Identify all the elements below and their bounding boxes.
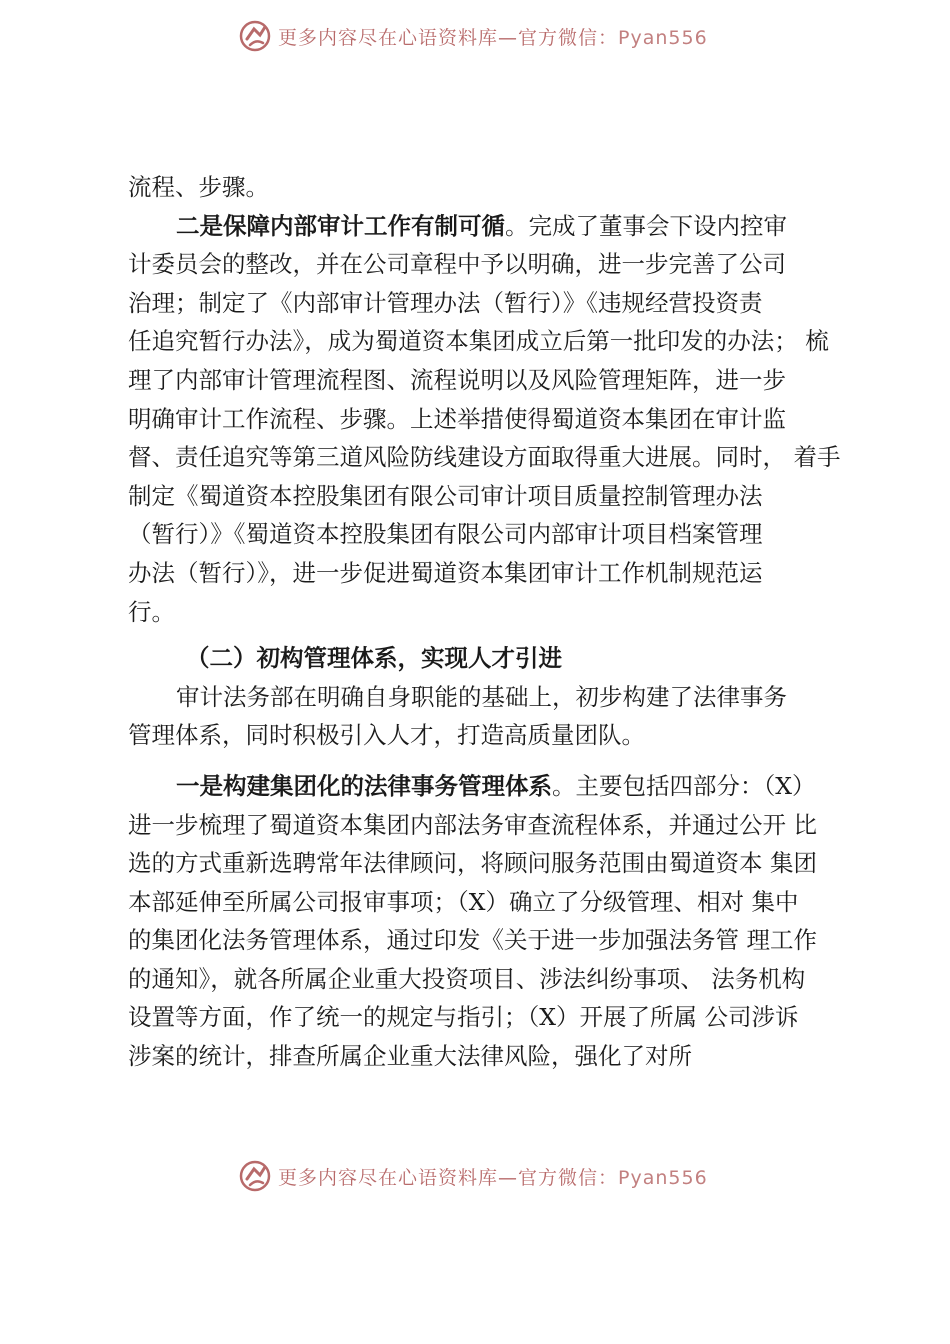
watermark-header (238, 16, 708, 56)
watermark-wechat-id: Pyan556 (618, 26, 708, 49)
paragraph-lead: 一是构建集团化的法律事务管理体系 (176, 771, 552, 800)
watermark-text: 更多内容尽在心语资料库—官方微信： (278, 1166, 619, 1189)
brand-logo-icon (238, 19, 272, 53)
watermark-footer (238, 1156, 708, 1196)
brand-logo-icon (238, 1159, 272, 1193)
body-line: 行。 (128, 597, 175, 626)
body-line: 制定《蜀道资本控股集团有限公司审计项目质量控制管理办法 (128, 481, 763, 510)
body-line: 督、责任追究等第三道风险防线建设方面取得重大进展。同时， 着手 (128, 443, 840, 472)
body-line: 办法（暂行）》，进一步促进蜀道资本集团审计工作机制规范运 (128, 558, 763, 587)
body-line: 审计法务部在明确自身职能的基础上，初步构建了法律事务 (176, 682, 787, 711)
paragraph-lead: 二是保障内部审计工作有制可循 (176, 211, 505, 240)
body-line: 的通知》，就各所属企业重大投资项目、涉法纠纷事项、 法务机构 (128, 964, 806, 993)
body-line: 涉案的统计，排查所属企业重大法律风险，强化了对所 (128, 1042, 692, 1071)
body-line: 本部延伸至所属公司报审事项；（X）确立了分级管理、相对 集中 (128, 887, 799, 916)
body-line: 任追究暂行办法》，成为蜀道资本集团成立后第一批印发的办法； 梳 (128, 327, 829, 356)
body-line: 流程、步骤。 (128, 173, 269, 201)
body-line: 管理体系，同时积极引入人才，打造高质量团队。 (128, 721, 645, 750)
body-line: 一是构建集团化的法律事务管理体系。主要包括四部分：（X） (176, 771, 816, 800)
watermark-text: 更多内容尽在心语资料库—官方微信： (278, 26, 619, 49)
body-line: 治理；制定了《内部审计管理办法（暂行）》《违规经营投资责 (128, 288, 763, 317)
body-line: 选的方式重新选聘常年法律顾问，将顾问服务范围由蜀道资本 集团 (128, 849, 817, 878)
body-line: （暂行）》《蜀道资本控股集团有限公司内部审计项目档案管理 (128, 520, 763, 549)
body-line: 理了内部审计管理流程图、流程说明以及风险管理矩阵，进一步 (128, 365, 786, 394)
body-line: 的集团化法务管理体系，通过印发《关于进一步加强法务管 理工作 (128, 926, 817, 955)
body-line: 设置等方面，作了统一的规定与指引；（X）开展了所属 公司涉诉 (128, 1003, 799, 1032)
body-line: 明确审计工作流程、步骤。上述举措使得蜀道资本集团在审计监 (128, 404, 786, 433)
body-line: 进一步梳理了蜀道资本集团内部法务审查流程体系，并通过公开 比 (128, 810, 817, 839)
body-line: 计委员会的整改，并在公司章程中予以明确，进一步完善了公司 (128, 250, 786, 279)
watermark-wechat-id: Pyan556 (618, 1166, 708, 1189)
document-body (128, 168, 840, 1076)
body-line: 二是保障内部审计工作有制可循。完成了董事会下设内控审 (176, 211, 787, 240)
section-heading: （二）初构管理体系，实现人才引进 (186, 644, 562, 673)
